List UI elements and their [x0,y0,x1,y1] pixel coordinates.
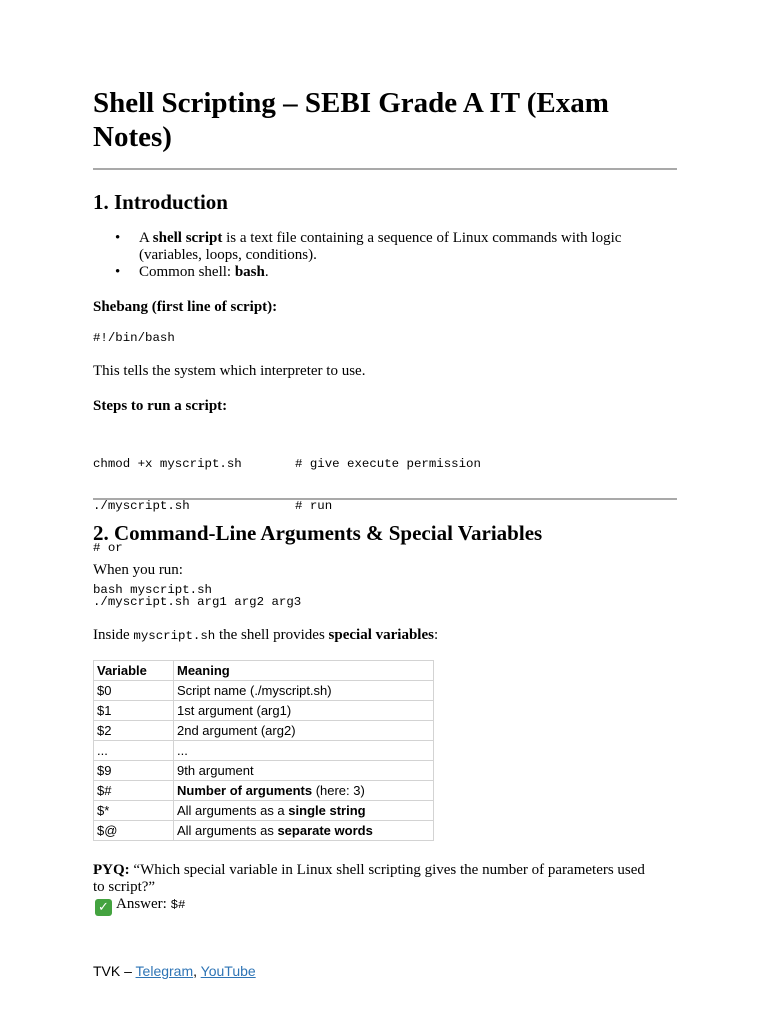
variable-cell: $* [94,801,174,821]
divider [93,168,677,170]
table-row [94,761,434,781]
intro-bullet-list [93,230,677,281]
variable-cell: $2 [94,721,174,741]
meaning-cell: 1st argument (arg1) [174,701,434,721]
list-item [93,230,677,264]
table-row [94,801,434,821]
column-header: Variable [94,661,174,681]
meaning-cell: All arguments as separate words [174,821,434,841]
meaning-cell: 9th argument [174,761,434,781]
special-variables-table [93,660,434,841]
when-run-text: When you run: [93,562,183,578]
bullet-text: (variables, loops, conditions). [139,247,317,263]
bullet-text: Common shell: [139,264,235,280]
section-1-heading: 1. Introduction [93,190,228,214]
meaning-cell: All arguments as a single string [174,801,434,821]
list-item [93,264,677,281]
bullet-text: . [264,264,269,280]
youtube-link[interactable]: YouTube [200,963,256,979]
code-line: # or [93,541,123,555]
code-line: ./myscript.sh # run [93,499,333,513]
steps-label: Steps to run a script: [93,398,228,414]
bullet-icon: • [115,230,121,246]
shebang-code: #!/bin/bash [93,331,175,345]
bullet-bold-term: shell script [152,230,223,246]
telegram-link[interactable]: Telegram [135,963,194,979]
variable-cell: $9 [94,761,174,781]
table-row [94,721,434,741]
shebang-note: This tells the system which interpreter to use. [93,363,366,379]
inline-code: myscript.sh [133,629,216,643]
run-command-code: ./myscript.sh arg1 arg2 arg3 [93,595,302,609]
variable-cell: $1 [94,701,174,721]
footer: TVK – Telegram, YouTube [93,963,256,979]
answer-label: Answer: [116,896,171,912]
meaning-cell: Number of arguments (here: 3) [174,781,434,801]
check-mark-icon: ✓ [95,899,112,916]
variable-cell: $# [94,781,174,801]
variable-cell: $@ [94,821,174,841]
divider [93,498,677,500]
bullet-icon: • [115,264,121,280]
inside-text: Inside myscript.sh the shell provides special variables: [93,627,439,643]
bullet-text: is a text file containing a sequence of Linux commands with logic [222,230,622,246]
table-row [94,741,434,761]
variable-cell: $0 [94,681,174,701]
shebang-label: Shebang (first line of script): [93,299,278,315]
variable-cell: ... [94,741,174,761]
meaning-cell: Script name (./myscript.sh) [174,681,434,701]
code-line: chmod +x myscript.sh # give execute permission [93,457,481,471]
table-row [94,701,434,721]
meaning-cell: ... [174,741,434,761]
page-title: Shell Scripting – SEBI Grade A IT (Exam Notes) [93,87,609,153]
column-header: Meaning [174,661,434,681]
bullet-text: A [139,230,153,246]
footer-author: TVK – [93,963,136,979]
answer-code: $# [170,898,186,912]
pyq-label: PYQ: [93,862,130,878]
pyq-question: PYQ: “Which special variable in Linux shell scripting gives the number of parameters used to script?” [93,862,645,895]
bullet-bold-term: bash [234,264,265,280]
code-line: bash myscript.sh [93,583,212,597]
pyq-answer [93,895,185,916]
section-2-heading: 2. Command-Line Arguments & Special Variables [93,521,543,545]
table-row [94,781,434,801]
table-row [94,681,434,701]
meaning-cell: 2nd argument (arg2) [174,721,434,741]
table-row [94,821,434,841]
table-header-row [94,661,434,681]
